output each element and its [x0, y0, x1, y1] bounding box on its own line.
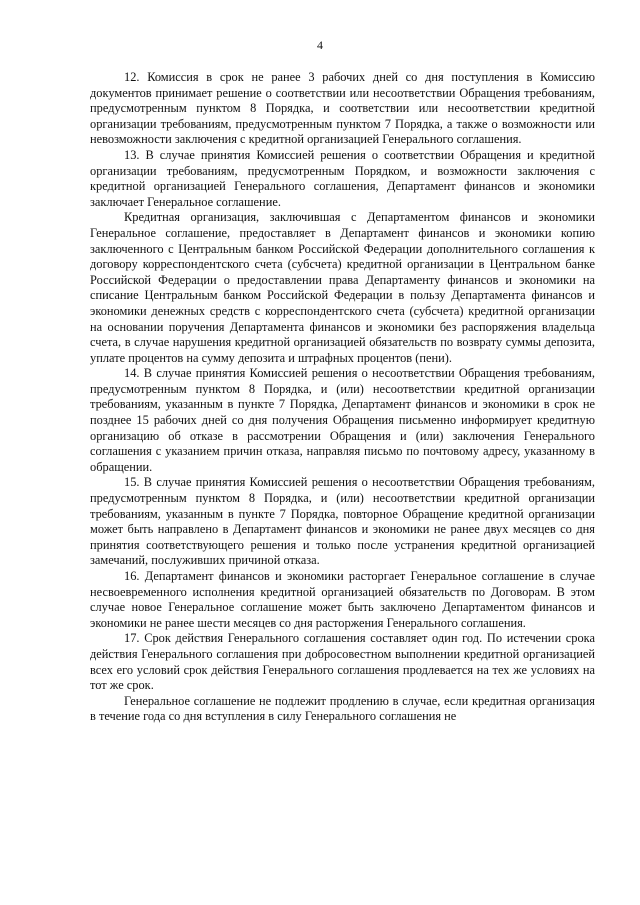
paragraph-14: 14. В случае принятия Комиссией решения о несоответствии Обращения требованиям, предусмотренным пунктом 8 Порядка, и (или) несоответствии кредитной организации требованиям, указанным в пункте 7 Порядка, Департамент финансов и экономики в срок не позднее 15 рабочих дней со дня получения Обращения письменно информирует кредитную организацию об отказе в рассмотрении Обращения и (или) заключения Генерального соглашения с указанием причин отказа, направляя письмо по почтовому адресу, указанному в обращении.	[90, 366, 595, 474]
paragraph-15: 15. В случае принятия Комиссией решения о несоответствии Обращения требованиям, предусмотренным пунктом 8 Порядка, и (или) несоответствии кредитной организации требованиям, указанным в пункте 7 Порядка, повторное Обращение кредитной организации может быть направлено в Департамент финансов и экономики не ранее двух месяцев со дня принятия соответствующего решения и только после устранения кредитной организацией замечаний, послуживших причиной отказа.	[90, 475, 595, 568]
document-body	[90, 70, 595, 725]
paragraph-16: 16. Департамент финансов и экономики расторгает Генеральное соглашение в случае несвоевременного исполнения кредитной организацией обязательств по Договорам. В этом случае новое Генеральное соглашение может быть заключено Департаментом финансов и экономики не ранее шести месяцев со дня расторжения Генерального соглашения.	[90, 569, 595, 630]
paragraph-12: 12. Комиссия в срок не ранее 3 рабочих дней со дня поступления в Комиссию документов принимает решение о соответствии или несоответствии Обращения требованиям, предусмотренным пунктом 8 Порядка, и соответствии или несоответствии кредитной организации требованиям, предусмотренным пунктом 7 Порядка, а также о возможности или невозможности заключения с кредитной организацией Генерального соглашения.	[90, 70, 595, 147]
paragraph-17-continuation: Генеральное соглашение не подлежит продлению в случае, если кредитная организация в течение года со дня вступления в силу Генерального соглашения не	[90, 693, 595, 724]
paragraph-17: 17. Срок действия Генерального соглашения составляет один год. По истечении срока действия Генерального соглашения при добросовестном выполнении кредитной организацией всех его условий срок действия Генерального соглашения продлевается на тех же условиях на тот же срок.	[90, 631, 595, 693]
page-number: 4	[317, 38, 323, 52]
paragraph-13-continuation: Кредитная организация, заключившая с Департаментом финансов и экономики Генеральное соглашение, предоставляет в Департамент финансов и экономики копию заключенного с Центральным банком Российской Федерации дополнительного соглашения к договору корреспондентского счета (субсчета) кредитной организации в Центральном банке Российской Федерации о предоставлении права Департаменту финансов и экономики на списание Центральным банком Российской Федерации в пользу Департамента финансов и экономики денежных средств с корреспондентского счета (субсчета) кредитной организации на основании поручения Департамента финансов и экономики без распоряжения владельца счета, в случае нарушения кредитной организацией обязательств по возврату суммы депозита, уплате процентов на сумму депозита и штрафных процентов (пени).	[90, 210, 595, 365]
paragraph-13: 13. В случае принятия Комиссией решения о соответствии Обращения и кредитной организации требованиям, предусмотренным Порядком, и возможности заключения с кредитной организацией Генерального соглашения, Департамент финансов и экономики заключает Генеральное соглашение.	[90, 147, 595, 209]
